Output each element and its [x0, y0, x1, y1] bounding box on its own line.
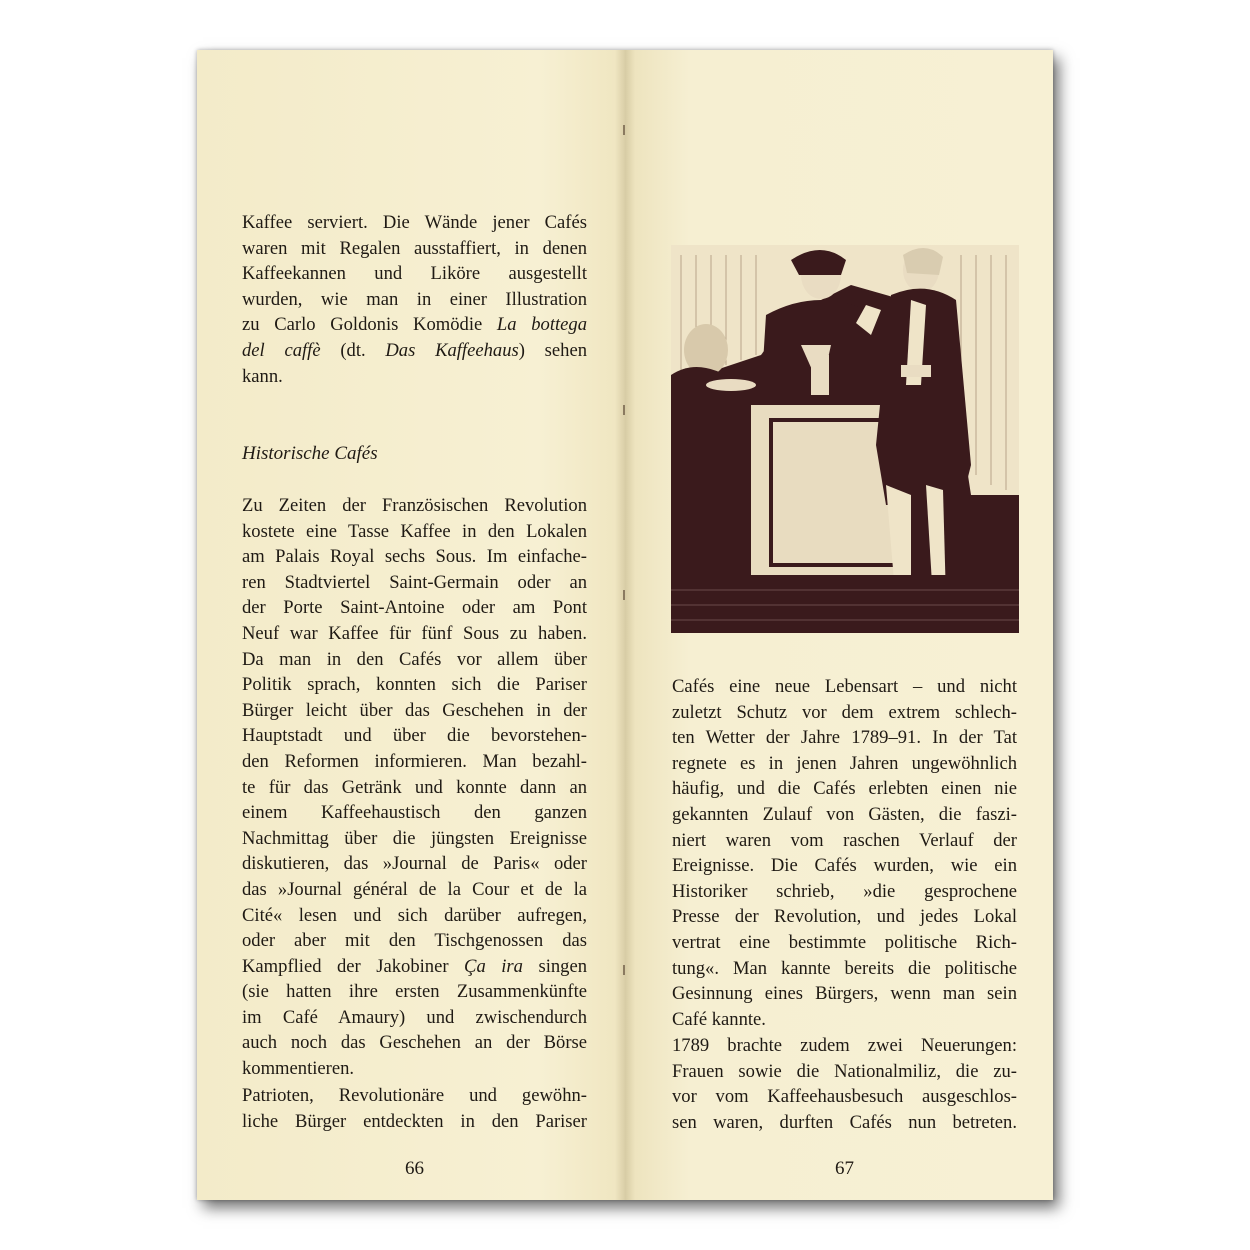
text-run: zu Carlo Goldonis Komödie — [242, 314, 497, 336]
left-page — [197, 50, 625, 1200]
text-line — [242, 954, 587, 980]
text-line: Presse der Revolution, und jedes Lokal — [672, 906, 1017, 928]
italic-title: Das Kaffeehaus — [385, 339, 519, 361]
binding-stitch — [623, 590, 625, 600]
text-line: kommentieren. — [242, 1058, 355, 1080]
binding-stitch — [623, 125, 625, 135]
text-line: Gesinnung eines Bürgers, wenn man sein — [672, 983, 1017, 1005]
left-paragraph-3 — [242, 1083, 587, 1134]
italic-song-title: Ça ira — [464, 955, 523, 977]
text-line: am Palais Royal sechs Sous. Im einfache- — [242, 546, 587, 568]
text-line: ten Wetter der Jahre 1789–91. In der Tat — [672, 727, 1017, 749]
book-gutter — [615, 50, 635, 1200]
text-line: Frauen sowie die Nationalmiliz, die zu- — [672, 1060, 1017, 1082]
right-paragraph-2 — [672, 1033, 1017, 1135]
coffeehouse-engraving — [671, 245, 1019, 633]
text-line: der Porte Saint-Antoine oder am Pont — [242, 597, 587, 619]
text-line: Zu Zeiten der Französischen Revolution — [242, 495, 587, 516]
text-line: Hauptstadt und über die bevorstehen- — [242, 725, 587, 747]
text-line: ren Stadtviertel Saint-Germain oder an — [242, 571, 587, 593]
left-paragraph-1 — [242, 210, 587, 389]
text-line: niert waren vom raschen Verlauf der — [672, 829, 1017, 851]
text-line: Politik sprach, konnten sich die Pariser — [242, 674, 587, 696]
text-line: einem Kaffeehaustisch den ganzen — [242, 802, 587, 824]
text-run: Kampflied der Jakobiner — [242, 955, 465, 977]
book-spread — [197, 50, 1053, 1200]
text-line: Café kannte. — [672, 1008, 766, 1030]
right-paragraph-1 — [672, 674, 1017, 1032]
italic-title: La bottega — [496, 314, 587, 336]
text-line: waren mit Regalen ausstaffiert, in denen — [242, 237, 587, 259]
text-line: regnete es in jenen Jahren ungewöhnlich — [672, 752, 1017, 774]
text-line: wurden, wie man in einer Illustration — [242, 288, 587, 310]
text-line: (sie hatten ihre ersten Zusammenkünfte — [242, 981, 587, 1003]
page-number-left: 66 — [405, 1158, 424, 1179]
text-line: den Reformen informieren. Man bezahl- — [242, 750, 587, 772]
text-line: Neuf war Kaffee für fünf Sous zu haben. — [242, 622, 587, 644]
text-line: Cafés eine neue Lebensart – und nicht — [672, 676, 1017, 697]
text-line: das »Journal général de la Cour et de la — [242, 878, 587, 900]
text-line: gekannten Zulauf von Gästen, die faszi- — [672, 803, 1017, 825]
text-line: zuletzt Schutz vor dem extrem schlech- — [672, 701, 1017, 723]
text-line: 1789 brachte zudem zwei Neuerungen: — [672, 1035, 1017, 1056]
text-line — [242, 312, 587, 338]
text-run: (dt. — [320, 339, 386, 361]
text-line — [242, 338, 587, 364]
text-line: Kaffee serviert. Die Wände jener Cafés — [242, 212, 587, 233]
binding-stitch — [623, 965, 625, 975]
text-run: singen — [522, 955, 587, 977]
text-line: te für das Getränk und konnte dann an — [242, 776, 587, 798]
text-line: kostete eine Tasse Kaffee in den Lokalen — [242, 520, 587, 542]
page-number-right: 67 — [835, 1158, 854, 1179]
text-line: Nachmittag über die jüngsten Ereignisse — [242, 827, 587, 849]
text-line: Ereignisse. Die Cafés wurden, wie ein — [672, 855, 1017, 877]
text-line: kann. — [242, 365, 283, 387]
text-line: Cité« lesen und sich darüber aufregen, — [242, 904, 587, 926]
italic-title: del caffè — [242, 339, 321, 361]
text-line: tung«. Man kannte bereits die politische — [672, 957, 1017, 979]
text-line: oder aber mit den Tischgenossen das — [242, 930, 587, 952]
engraving-illustration — [671, 245, 1019, 633]
text-line: auch noch das Geschehen an der Börse — [242, 1032, 587, 1054]
text-line: Da man in den Cafés vor allem über — [242, 648, 587, 670]
right-page — [625, 50, 1053, 1200]
text-line: häufig, und die Cafés erlebten einen nie — [672, 778, 1017, 800]
text-line: liche Bürger entdeckten in den Pariser — [242, 1110, 587, 1132]
text-line: diskutieren, das »Journal de Paris« oder — [242, 853, 587, 875]
text-line: Bürger leicht über das Geschehen in der — [242, 699, 587, 721]
text-line: Kaffeekannen und Liköre ausgestellt — [242, 263, 587, 285]
binding-stitch — [623, 405, 625, 415]
section-heading: Historische Cafés — [242, 443, 378, 464]
text-line: im Café Amaury) und zwischendurch — [242, 1006, 587, 1028]
text-line: Patrioten, Revolutionäre und gewöhn- — [242, 1085, 587, 1106]
left-paragraph-2 — [242, 493, 587, 1082]
text-line: Historiker schrieb, »die gesprochene — [672, 880, 1017, 902]
text-line: vertrat eine bestimmte politische Rich- — [672, 931, 1017, 953]
text-line: sen waren, durften Cafés nun betreten. — [672, 1111, 1017, 1133]
text-line: vor vom Kaffeehausbesuch ausgeschlos- — [672, 1086, 1017, 1108]
text-run: ) sehen — [518, 339, 587, 361]
